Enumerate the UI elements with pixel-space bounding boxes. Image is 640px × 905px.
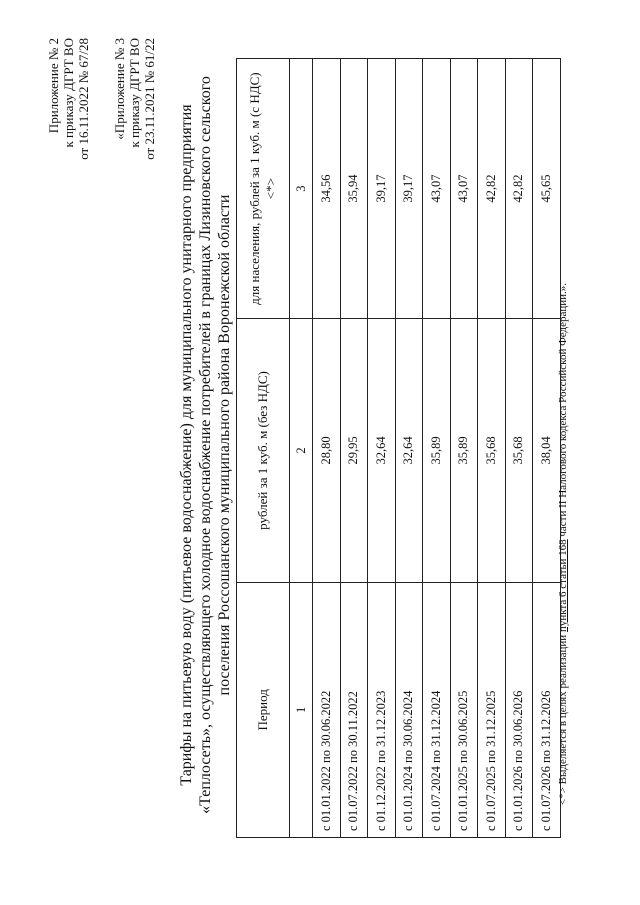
price-with-vat-cell: 42,82 bbox=[478, 59, 506, 319]
appendix-date: от 16.11.2022 № 67/28 bbox=[76, 38, 91, 160]
appendix-order: к приказу ДГРТ ВО bbox=[127, 38, 142, 148]
title-line: Тарифы на питьевую воду (питьевое водоснабжение) для муниципального унитарного предприятия bbox=[178, 104, 195, 786]
price-no-vat-cell: 38,04 bbox=[533, 319, 561, 583]
table-row bbox=[340, 59, 368, 838]
price-no-vat-cell: 32,64 bbox=[368, 319, 396, 583]
period-cell: с 01.07.2024 по 31.12.2024 bbox=[423, 582, 451, 837]
price-no-vat-cell: 35,89 bbox=[423, 319, 451, 583]
title-line: «Теплосеть», осуществляющего холодное водоснабжение потребителей в границах Лизиновского сельского bbox=[197, 76, 214, 814]
price-no-vat-cell: 32,64 bbox=[395, 319, 423, 583]
price-no-vat-cell: 28,80 bbox=[313, 319, 341, 583]
price-with-vat-cell: 43,07 bbox=[423, 59, 451, 319]
table-header-row bbox=[237, 59, 290, 838]
table-row bbox=[313, 59, 341, 838]
table-row bbox=[395, 59, 423, 838]
footnote-law-reference: пункта 6 статьи 168 bbox=[557, 539, 569, 633]
price-no-vat-cell: 35,68 bbox=[505, 319, 533, 583]
table-row bbox=[368, 59, 396, 838]
price-with-vat-cell: 45,65 bbox=[533, 59, 561, 319]
period-cell: с 01.07.2026 по 31.12.2026 bbox=[533, 582, 561, 837]
period-cell: с 01.01.2024 по 30.06.2024 bbox=[395, 582, 423, 837]
header-price-with-vat: для населения, рублей за 1 куб. м (с НДС) <*> bbox=[237, 59, 290, 319]
period-cell: с 01.01.2022 по 30.06.2022 bbox=[313, 582, 341, 837]
appendix-date: от 23.11.2021 № 61/22 bbox=[142, 38, 157, 160]
appendix-number: «Приложение № 3 bbox=[112, 38, 127, 140]
price-with-vat-cell: 42,82 bbox=[505, 59, 533, 319]
table-row bbox=[423, 59, 451, 838]
document-title bbox=[177, 65, 234, 825]
header-price-no-vat: рублей за 1 куб. м (без НДС) bbox=[237, 319, 290, 583]
price-no-vat-cell: 35,89 bbox=[450, 319, 478, 583]
column-number: 2 bbox=[290, 319, 313, 583]
appendix-number: Приложение № 2 bbox=[46, 38, 61, 134]
footnote bbox=[557, 283, 569, 805]
table-row bbox=[478, 59, 506, 838]
period-cell: с 01.01.2025 по 30.06.2025 bbox=[450, 582, 478, 837]
price-no-vat-cell: 29,95 bbox=[340, 319, 368, 583]
appendix-order: к приказу ДГРТ ВО bbox=[61, 38, 76, 148]
tariff-table bbox=[236, 58, 561, 838]
table-row bbox=[533, 59, 561, 838]
column-number: 3 bbox=[290, 59, 313, 319]
period-cell: с 01.01.2026 по 30.06.2026 bbox=[505, 582, 533, 837]
table-row bbox=[505, 59, 533, 838]
price-with-vat-cell: 43,07 bbox=[450, 59, 478, 319]
table-row bbox=[450, 59, 478, 838]
price-with-vat-cell: 39,17 bbox=[368, 59, 396, 319]
period-cell: с 01.12.2022 по 31.12.2023 bbox=[368, 582, 396, 837]
appendix-reference-current bbox=[46, 38, 91, 160]
column-number: 1 bbox=[290, 582, 313, 837]
footnote-text: части II Налогового кодекса Российской Федерации.». bbox=[557, 282, 569, 540]
period-cell: с 01.07.2025 по 31.12.2025 bbox=[478, 582, 506, 837]
footnote-text: <*> Выделяется в целях реализации bbox=[557, 632, 569, 805]
column-number-row bbox=[290, 59, 313, 838]
title-line: поселения Россошанского муниципального района Воронежской области bbox=[216, 194, 233, 696]
appendix-reference-previous bbox=[112, 38, 157, 160]
header-period: Период bbox=[237, 582, 290, 837]
price-with-vat-cell: 39,17 bbox=[395, 59, 423, 319]
period-cell: с 01.07.2022 по 30.11.2022 bbox=[340, 582, 368, 837]
price-with-vat-cell: 34,56 bbox=[313, 59, 341, 319]
price-no-vat-cell: 35,68 bbox=[478, 319, 506, 583]
price-with-vat-cell: 35,94 bbox=[340, 59, 368, 319]
